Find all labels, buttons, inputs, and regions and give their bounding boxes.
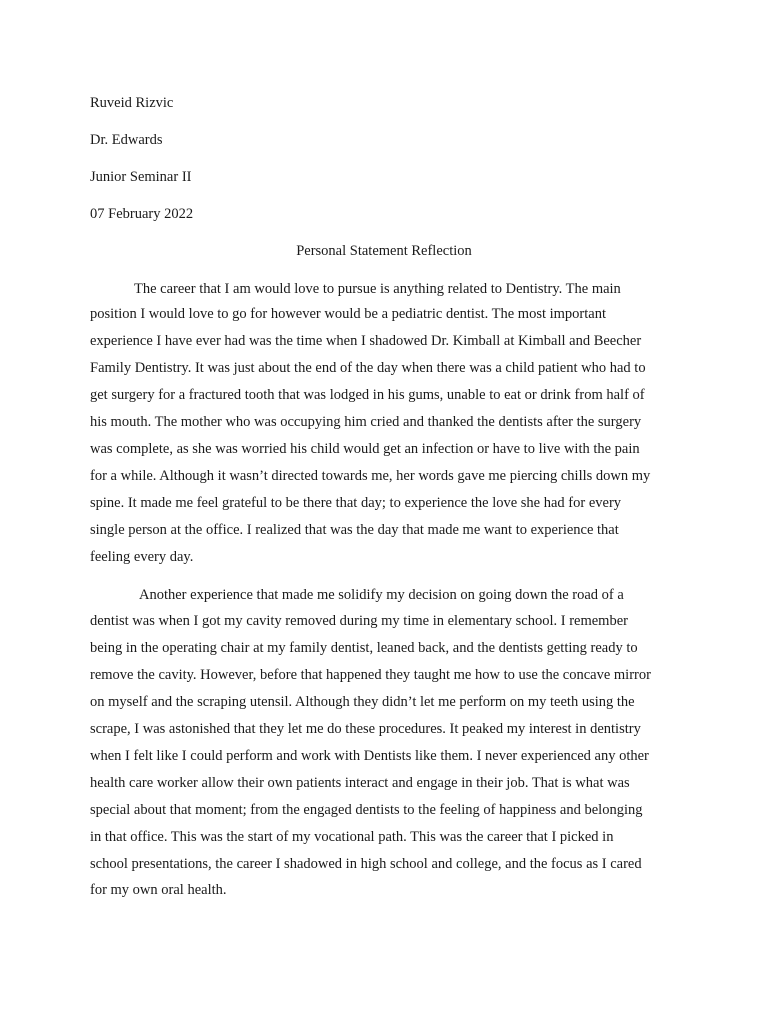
paragraph-line: school presentations, the career I shadowed in high school and college, and the focus as I cared	[90, 856, 642, 872]
paragraph-line: single person at the office. I realized that was the day that made me want to experience that	[90, 522, 619, 538]
paragraph-line: being in the operating chair at my family dentist, leaned back, and the dentists getting ready to	[90, 640, 638, 656]
document-date: 07 February 2022	[90, 206, 194, 222]
paragraph-line: get surgery for a fractured tooth that was lodged in his gums, unable to eat or drink from half of	[90, 387, 645, 403]
paragraph-line: The career that I am would love to pursue is anything related to Dentistry. The main	[134, 281, 621, 297]
paragraph-line: when I felt like I could perform and work with Dentists like them. I never experienced any other	[90, 748, 649, 764]
paragraph-line: position I would love to go for however would be a pediatric dentist. The most important	[90, 306, 606, 322]
paragraph-line: scrape, I was astonished that they let me do these procedures. It peaked my interest in dentistry	[90, 721, 641, 737]
document-title: Personal Statement Reflection	[296, 243, 472, 259]
paragraph-line: feeling every day.	[90, 549, 194, 565]
paragraph-line: experience I have ever had was the time when I shadowed Dr. Kimball at Kimball and Beecher	[90, 333, 642, 349]
paragraph-line: remove the cavity. However, before that happened they taught me how to use the concave mirror	[90, 667, 651, 683]
paragraph-line: for my own oral health.	[90, 882, 227, 898]
paragraph-line: in that office. This was the start of my vocational path. This was the career that I picked in	[90, 829, 614, 845]
student-name: Ruveid Rizvic	[90, 95, 174, 111]
paragraph-line: for a while. Although it wasn’t directed towards me, her words gave me piercing chills down my	[90, 468, 651, 484]
paragraph-line: Another experience that made me solidify my decision on going down the road of a	[139, 587, 624, 603]
paragraph-line: dentist was when I got my cavity removed during my time in elementary school. I remember	[90, 613, 628, 629]
paragraph-line: spine. It made me feel grateful to be there that day; to experience the love she had for every	[90, 495, 622, 511]
paragraph-line: Family Dentistry. It was just about the end of the day when there was a child patient who had to	[90, 360, 646, 376]
professor-name: Dr. Edwards	[90, 132, 163, 148]
course-name: Junior Seminar II	[90, 169, 192, 185]
paragraph-line: was complete, as she was worried his child would get an infection or have to live with the pain	[90, 441, 640, 457]
paragraph-line: special about that moment; from the engaged dentists to the feeling of happiness and belonging	[90, 802, 643, 818]
paragraph-line: on myself and the scraping utensil. Although they didn’t let me perform on my teeth using the	[90, 694, 635, 710]
paragraph-line: health care worker allow their own patients interact and engage in their job. That is what was	[90, 775, 630, 791]
paragraph-line: his mouth. The mother who was occupying him cried and thanked the dentists after the surgery	[90, 414, 642, 430]
